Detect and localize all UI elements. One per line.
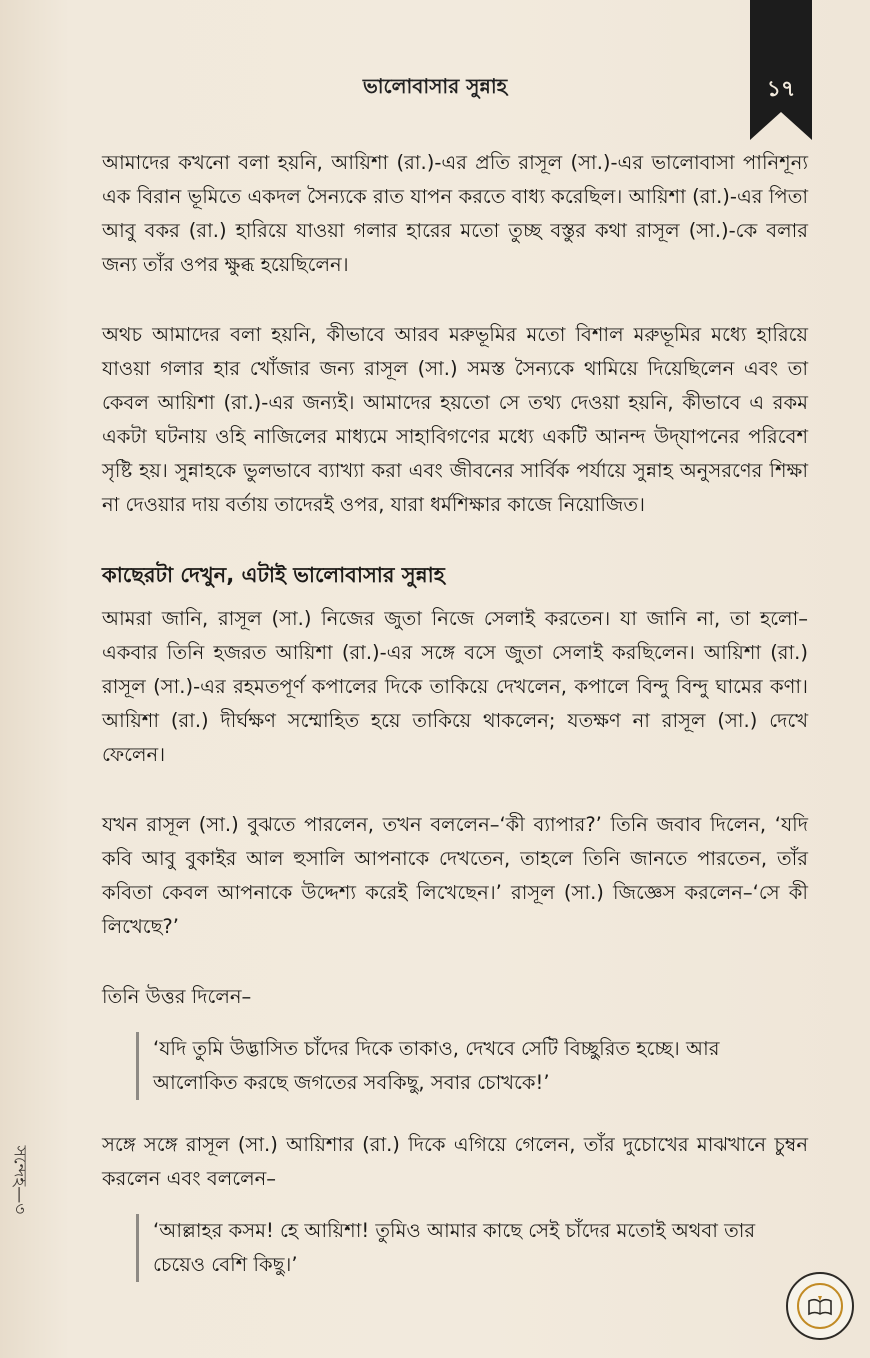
quote-poem: ‘যদি তুমি উদ্ভাসিত চাঁদের দিকে তাকাও, দেখবে সেটি বিচ্ছুরিত হচ্ছে। আর আলোকিত করছে জগতের সবকিছু, সবার চোখকে!’ (136, 1032, 808, 1100)
running-title: ভালোবাসার সুন্নাহ (362, 74, 508, 98)
paragraph-6: সঙ্গে সঙ্গে রাসূল (সা.) আয়িশার (রা.) দিকে এগিয়ে গেলেন, তাঁর দুচোখের মাঝখানে চুম্বন করলেন এবং বললেন– (102, 1133, 808, 1190)
paragraph-2: অথচ আমাদের বলা হয়নি, কীভাবে আরব মরুভূমির মতো বিশাল মরুভূমির মধ্যে হারিয়ে যাওয়া গলার হার খোঁজার জন্য রাসূল (সা.) সমস্ত সৈন্যকে থামিয়ে দিয়েছিলেন এবং তা কেবল আয়িশা (রা.)-এর জন্যই। আমাদের হয়তো সে তথ্য দেওয়া হয়নি, কীভাবে এ রকম একটা ঘটনায় ওহি নাজিলের মাধ্যমে সাহাবিগণের মধ্যে একটি আনন্দ উদ্‌যাপনের পরিবেশ সৃষ্টি হয়। সুন্নাহকে ভুলভাবে ব্যাখ্যা করা এবং জীবনের সার্বিক পর্যায়ে সুন্নাহ অনুসরণের শিক্ষা না দেওয়ার দায় বর্তায় তাদেরই ওপর, যারা ধর্মশিক্ষার কাজে নিয়োজিত। (102, 323, 808, 516)
book-pen-icon (797, 1283, 843, 1329)
page-content (102, 146, 808, 1310)
side-title-text: সন্দেহ—৩ (9, 1145, 30, 1215)
paragraph-5: তিনি উত্তর দিলেন– (102, 985, 252, 1008)
bookmark-ribbon (750, 0, 812, 140)
paragraph-1: আমাদের কখনো বলা হয়নি, আয়িশা (রা.)-এর প্রতি রাসূল (সা.)-এর ভালোবাসা পানিশূন্য এক বিরান ভূমিতে একদল সৈন্যকে রাত যাপন করতে বাধ্য করেছিল। আয়িশা (রা.)-এর পিতা আবু বকর (রা.) হারিয়ে যাওয়া গলার হারের মতো তুচ্ছ বস্তুর কথা রাসূল (সা.)-কে বলার জন্য তাঁর ওপর ক্ষুব্ধ হয়েছিলেন। (102, 151, 808, 276)
publisher-logo (786, 1272, 854, 1340)
paragraph-4: যখন রাসূল (সা.) বুঝতে পারলেন, তখন বললেন–‘কী ব্যাপার?’ তিনি জবাব দিলেন, ‘যদি কবি আবু বুকাইর আল হুসালি আপনাকে দেখতেন, তাহলে তিনি জানতে পারতেন, তাঁর কবিতা কেবল আপনাকে উদ্দেশ্য করেই লিখেছেন।’ রাসূল (সা.) জিজ্ঞেস করলেন–‘সে কী লিখেছে?’ (102, 813, 808, 938)
quote-response: ‘আল্লাহর কসম! হে আয়িশা! তুমিও আমার কাছে সেই চাঁদের মতোই অথবা তার চেয়েও বেশি কিছু।’ (136, 1214, 808, 1282)
section-heading: কাছেরটা দেখুন, এটাই ভালোবাসার সুন্নাহ (102, 563, 445, 587)
page-number: ১৭ (766, 77, 796, 102)
paragraph-3: আমরা জানি, রাসূল (সা.) নিজের জুতা নিজে সেলাই করতেন। যা জানি না, তা হলো–একবার তিনি হজরত আয়িশা (রা.)-এর সঙ্গে বসে জুতা সেলাই করছিলেন। আয়িশা (রা.) রাসূল (সা.)-এর রহমতপূর্ণ কপালের দিকে তাকিয়ে দেখলেন, কপালে বিন্দু বিন্দু ঘামের কণা। আয়িশা (রা.) দীর্ঘক্ষণ সম্মোহিত হয়ে তাকিয়ে থাকলেন; যতক্ষণ না রাসূল (সা.) দেখে ফেলেন। (102, 607, 808, 766)
margin-side-title (4, 1140, 64, 1220)
